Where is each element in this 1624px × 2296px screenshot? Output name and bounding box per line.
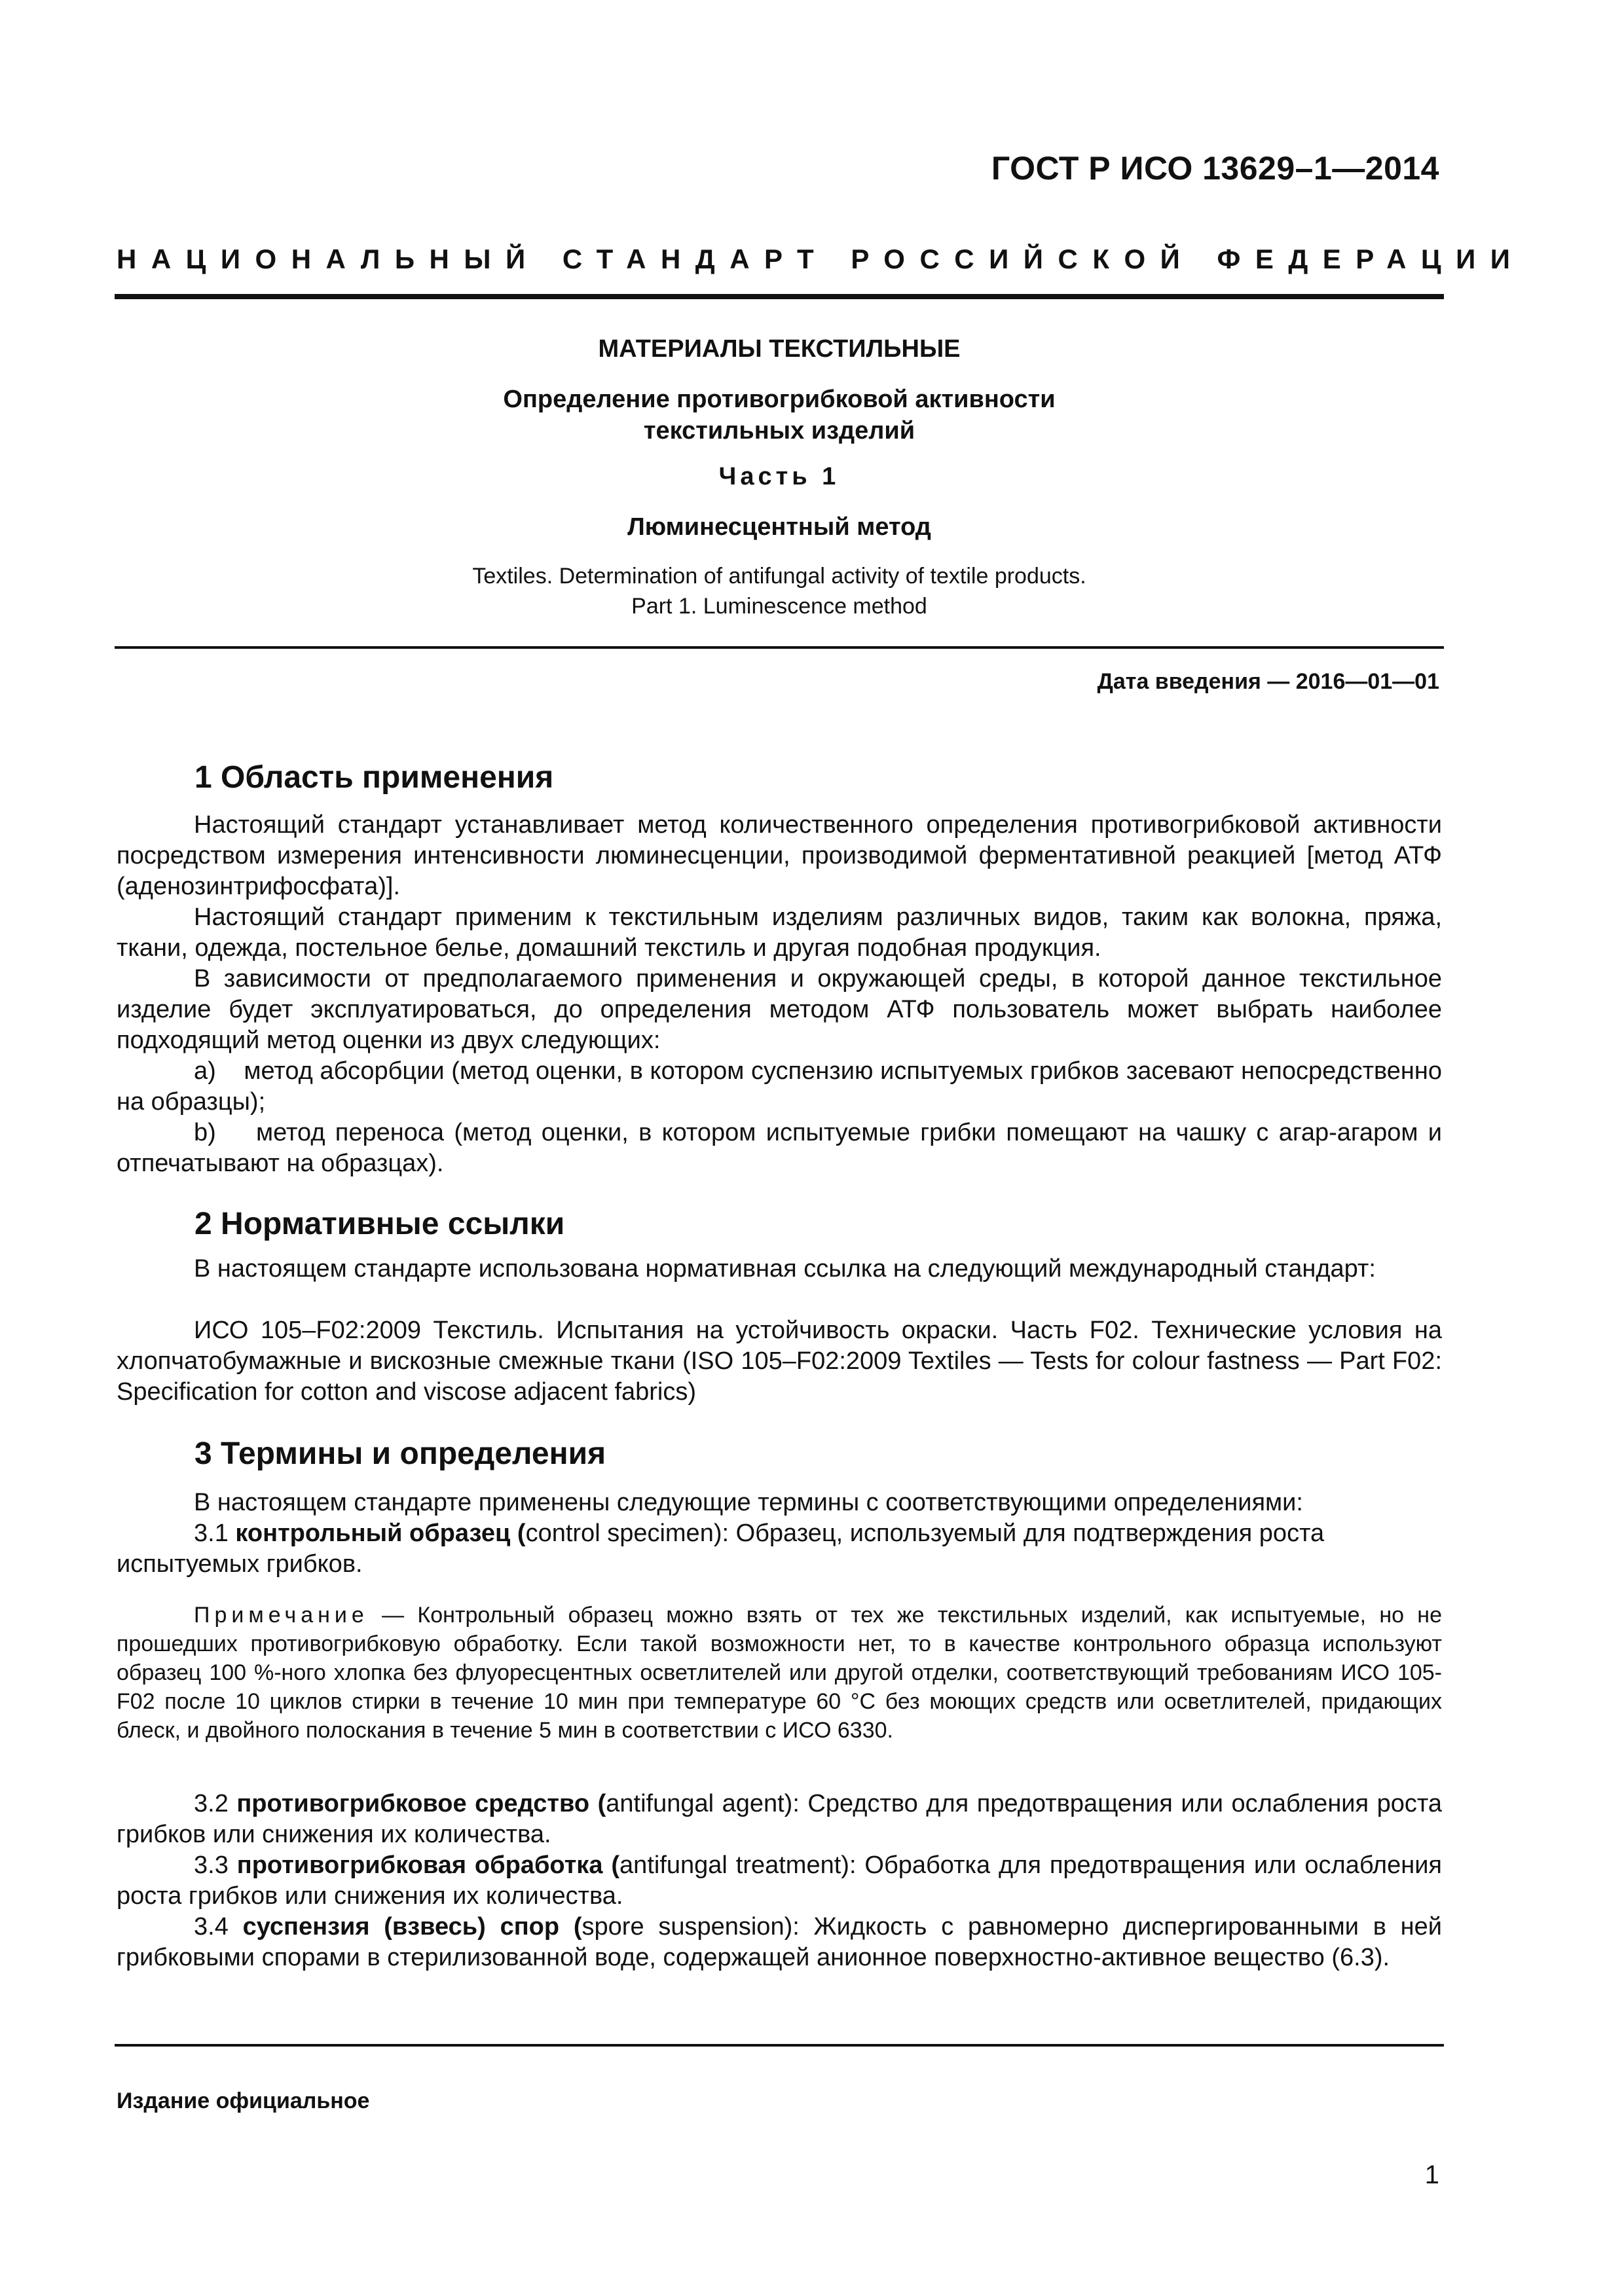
title-english-line-1: Textiles. Determination of antifungal activity of textile products. bbox=[472, 564, 1086, 589]
title-method: Люминесцентный метод bbox=[627, 513, 931, 541]
term-3-4-name: суспензия (взвесь) спор ( bbox=[242, 1913, 582, 1941]
section-2-paragraph-1: В настоящем стандарте использована нормативная ссылка на следующий международный стандарт: bbox=[194, 1255, 1376, 1283]
title-part: Часть 1 bbox=[718, 463, 840, 490]
title-english-line-2: Part 1. Luminescence method bbox=[631, 594, 927, 619]
section-1-item-a bbox=[117, 1056, 1442, 1118]
item-b-text: метод переноса (метод оценки, в котором испытуемые грибки помещают на чашку с агар-агаром и отпечатывают на образцах). bbox=[117, 1119, 1442, 1177]
section-2-heading: 2 Нормативные ссылки bbox=[194, 1207, 565, 1241]
section-1-paragraph-3: В зависимости от предполагаемого применения и окружающей среды, в которой данное текстильное изделие будет эксплуатироваться, до определения методом АТФ пользователь может выбрать наиболее подходящий метод оценки из двух следующих: bbox=[117, 965, 1442, 1054]
item-b-marker: b) bbox=[194, 1119, 216, 1146]
official-edition-label: Издание официальное bbox=[117, 2088, 370, 2113]
footer-divider bbox=[115, 2044, 1444, 2047]
term-3-2 bbox=[117, 1789, 1442, 1850]
term-3-4-number: 3.4 bbox=[194, 1913, 229, 1941]
term-3-1 bbox=[117, 1518, 1442, 1580]
section-1-item-b bbox=[117, 1118, 1442, 1179]
introduction-date: Дата введения — 2016—01—01 bbox=[1097, 669, 1439, 694]
header-divider bbox=[115, 294, 1444, 299]
title-english bbox=[115, 561, 1444, 621]
term-3-4 bbox=[117, 1912, 1442, 1973]
term-3-2-number: 3.2 bbox=[194, 1790, 229, 1817]
term-3-3-number: 3.3 bbox=[194, 1851, 229, 1879]
section-1-paragraph-1: Настоящий стандарт устанавливает метод количественного определения противогрибковой активности посредством измерения интенсивности люминесценции, производимой ферментативной реакцией [метод АТФ (аденозинтрифосфата)]. bbox=[117, 811, 1442, 900]
term-3-3-definition: antifungal treatment): Обработка для предотвращения или ослабления роста грибков или снижения их количества. bbox=[117, 1851, 1443, 1910]
term-3-1-definition: control specimen): Образец, используемый для подтверждения роста испытуемых грибков. bbox=[117, 1520, 1325, 1578]
note-text: — Контрольный образец можно взять от тех же текстильных изделий, как испытуемые, но не прошедших противогрибковую обработку. Если такой возможности нет, то в качестве контрольного образца используют образец 100 %-ного хлопка без флуоресцентных осветлителей или другой отделки, соответствующий требованиям ИСО 105-F02 после 10 циклов стирки в течение 10 мин при температуре 60 °С без моющих средств или осветлителей, придающих блеск, и двойного полоскания в течение 5 мин в соответствии с ИСО 6330. bbox=[117, 1603, 1442, 1743]
term-3-2-name: противогрибковое средство ( bbox=[236, 1790, 606, 1817]
title-subtitle-line-1: Определение противогрибковой активности bbox=[503, 386, 1056, 413]
title-divider bbox=[115, 646, 1444, 649]
section-3-paragraph-1: В настоящем стандарте применены следующие термины с соответствующими определениями: bbox=[194, 1489, 1303, 1516]
term-3-2-definition: antifungal agent): Средство для предотвращения или ослабления роста грибков или снижения их количества. bbox=[117, 1790, 1443, 1848]
document-number: ГОСТ Р ИСО 13629–1—2014 bbox=[991, 150, 1439, 187]
section-2-paragraph-2: ИСО 105–F02:2009 Текстиль. Испытания на устойчивость окраски. Часть F02. Технические условия на хлопчатобумажные и вискозные смежные ткани (ISO 105–F02:2009 Textiles — Tests for colour fastness — Part F02: Specification for cotton and viscose adjacent fabrics) bbox=[117, 1317, 1442, 1406]
note-label: Примечание bbox=[194, 1603, 369, 1628]
section-3-heading: 3 Термины и определения bbox=[194, 1436, 606, 1471]
term-3-1-note bbox=[117, 1601, 1442, 1745]
term-3-1-number: 3.1 bbox=[194, 1520, 229, 1547]
title-subtitle-line-2: текстильных изделий bbox=[643, 417, 915, 445]
term-3-4-definition: spore suspension): Жидкость с равномерно диспергированными в ней грибковыми спорами в стерилизованной воде, содержащей анионное поверхностно-активное вещество (6.3). bbox=[117, 1913, 1442, 1971]
term-3-3 bbox=[117, 1850, 1442, 1912]
title-main: МАТЕРИАЛЫ ТЕКСТИЛЬНЫЕ bbox=[598, 335, 961, 363]
item-a-text: метод абсорбции (метод оценки, в котором суспензию испытуемых грибков засевают непосредственно на образцы); bbox=[117, 1057, 1442, 1116]
section-1-paragraph-2: Настоящий стандарт применим к текстильным изделиям различных видов, таким как волокна, пряжа, ткани, одежда, постельное белье, домашний текстиль и другая подобная продукция. bbox=[117, 903, 1442, 962]
page-number: 1 bbox=[1424, 2160, 1439, 2189]
item-a-marker: a) bbox=[194, 1057, 216, 1085]
term-3-3-name: противогрибковая обработка ( bbox=[236, 1851, 620, 1879]
title-subtitle bbox=[115, 384, 1444, 446]
term-3-1-name: контрольный образец ( bbox=[235, 1520, 526, 1547]
national-standard-banner: НАЦИОНАЛЬНЫЙ СТАНДАРТ РОССИЙСКОЙ ФЕДЕРАЦИИ bbox=[117, 244, 1525, 274]
section-1-heading: 1 Область применения bbox=[194, 760, 554, 795]
